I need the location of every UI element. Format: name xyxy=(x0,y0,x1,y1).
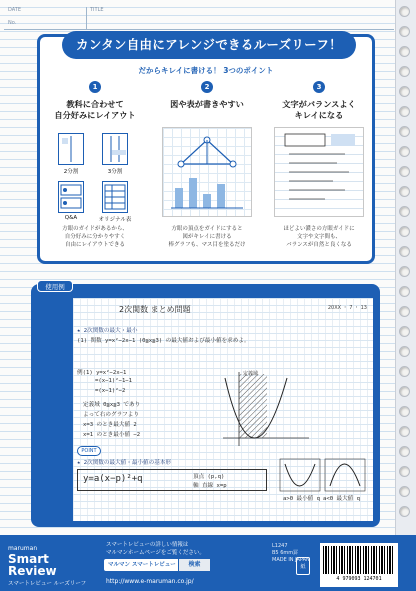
note-line: ★ 2次関数の最大・最小 xyxy=(77,328,138,334)
binder-hole xyxy=(399,66,410,77)
point-number: 2 xyxy=(201,81,213,93)
smart-review-logo xyxy=(8,553,57,577)
point-heading xyxy=(46,99,144,121)
point-heading-line: 図や表が書きやすい xyxy=(170,99,244,109)
no-label: No. xyxy=(8,20,17,26)
barcode xyxy=(320,543,398,587)
binder-hole xyxy=(399,386,410,397)
brand-line: Review xyxy=(8,564,57,578)
feature-point-3 xyxy=(270,81,368,261)
binder-hole xyxy=(399,286,410,297)
binder-hole xyxy=(399,326,410,337)
binder-hole xyxy=(399,366,410,377)
info-line: スマートレビューの詳しい情報は xyxy=(106,542,189,548)
feature-subtitle: だからキレイに書ける！ 3つのポイント xyxy=(138,66,274,75)
product-code: L1247 xyxy=(272,543,288,549)
binder-holes xyxy=(399,6,413,526)
brand-line: Smart xyxy=(8,552,49,566)
desc-line: 自由にレイアウトできる xyxy=(64,242,126,248)
origin-label: MADE IN JAPAN xyxy=(272,557,310,563)
desc-line: 方眼の頂点をガイドにすると xyxy=(171,226,243,232)
search-text: マルマン スマートレビュー xyxy=(108,562,176,568)
example-note-page xyxy=(73,298,373,521)
point-heading-line: 文字がバランスよく xyxy=(282,99,356,109)
binder-hole xyxy=(399,6,410,17)
paper-recycle-icon: 紙 xyxy=(296,557,310,575)
icon-label: Q&A xyxy=(64,215,78,221)
note-line: 頂点 (p,q) xyxy=(193,474,225,480)
usage-example-panel xyxy=(31,284,380,527)
note-line: =(x−1)²−1−1 xyxy=(95,378,133,384)
point-heading-line: 教科に合わせて xyxy=(66,99,124,109)
product-subname: スマートレビュー ルーズリーフ xyxy=(8,581,87,587)
handwriting-illustration xyxy=(274,127,364,217)
binder-hole xyxy=(399,206,410,217)
point-heading-line: 自分好みにレイアウト xyxy=(54,110,136,120)
binder-hole xyxy=(399,406,410,417)
note-title: 2次関数 まとめ問題 xyxy=(119,305,191,314)
note-line: =(x−1)²−2 xyxy=(95,388,126,394)
qa-layout-icon xyxy=(58,181,84,213)
point-description xyxy=(158,225,256,249)
point-number: 3 xyxy=(313,81,325,93)
usage-tag: 使用例 xyxy=(37,280,73,292)
binder-hole xyxy=(399,506,410,517)
maruman-logo: maruman xyxy=(8,545,38,552)
desc-line: 文字や文字間も、 xyxy=(296,234,341,240)
note-date: 20XX ・ 7 ・ 13 xyxy=(327,305,367,311)
website-url[interactable]: http://www.e-maruman.co.jp/ xyxy=(106,578,194,585)
three-column-layout-icon xyxy=(102,133,128,165)
barcode-number: 4 979093 124701 xyxy=(336,576,382,582)
icon-label: 3分割 xyxy=(107,169,123,175)
icon-label: オリジナル表 xyxy=(98,217,132,223)
point-tag: POINT xyxy=(77,446,101,456)
feature-panel xyxy=(37,34,375,264)
note-line: ★ 2次関数の最大値・最小値の基本形 xyxy=(77,460,172,466)
desc-line: 自分好みに分かりやすく xyxy=(64,234,126,240)
binder-hole xyxy=(399,466,410,477)
binder-hole xyxy=(399,46,410,57)
note-line: x=1 のとき最小値 −2 xyxy=(83,432,141,438)
sheet-header xyxy=(4,4,394,30)
note-line: a<0 最大値 q xyxy=(323,496,360,502)
product-meta xyxy=(272,543,310,564)
binder-hole xyxy=(399,426,410,437)
feature-point-2 xyxy=(158,81,256,261)
parabola-sketches xyxy=(279,458,369,492)
date-label: DATE xyxy=(8,7,22,13)
two-column-layout-icon xyxy=(58,133,84,165)
binder-hole xyxy=(399,146,410,157)
desc-line: 棒グラフも、マス目を塗るだけ xyxy=(168,242,246,248)
note-line: x=3 のとき最大値 2 xyxy=(83,422,137,428)
binder-hole xyxy=(399,346,410,357)
desc-line: バランスが自然と良くなる xyxy=(286,242,352,248)
note-line: 定義域 0≦x≦3 であり xyxy=(83,402,141,408)
desc-line: 図がキレイに書ける xyxy=(182,234,232,240)
binder-hole xyxy=(399,266,410,277)
binder-hole xyxy=(399,486,410,497)
binder-hole xyxy=(399,306,410,317)
product-spec: B5 6mm罫 xyxy=(272,550,299,556)
icon-label: 2分割 xyxy=(63,169,79,175)
original-table-icon xyxy=(102,181,128,213)
binder-hole xyxy=(399,106,410,117)
binder-hole xyxy=(399,246,410,257)
feature-banner: カンタン自由にアレンジできるルーズリーフ！ xyxy=(62,31,356,59)
desc-line: 方眼のガイドがあるから、 xyxy=(62,226,128,232)
desc-line: ほどよい濃さの方眼ガイドに xyxy=(283,226,355,232)
point-number: 1 xyxy=(89,81,101,93)
layout-icons xyxy=(48,133,142,233)
binder-hole xyxy=(399,446,410,457)
info-line: マルマンホームページをご覧ください。 xyxy=(106,550,205,556)
point-description xyxy=(270,225,368,249)
point-description xyxy=(46,225,144,249)
binder-hole xyxy=(399,186,410,197)
point-heading-line: キレイになる xyxy=(294,110,344,120)
binder-hole xyxy=(399,166,410,177)
binder-hole xyxy=(399,26,410,37)
parabola-graph xyxy=(213,368,313,448)
header-divider xyxy=(86,7,87,29)
binder-hole xyxy=(399,226,410,237)
feature-point-1 xyxy=(46,81,144,261)
note-line: よって右のグラフより xyxy=(83,412,139,418)
point-heading xyxy=(158,99,256,110)
product-footer xyxy=(0,535,416,591)
note-line: y=a(x−p)²+q xyxy=(83,474,143,484)
binder-hole xyxy=(399,86,410,97)
info-text xyxy=(106,541,205,557)
binder-hole xyxy=(399,126,410,137)
search-box[interactable] xyxy=(104,559,210,571)
title-label: TITLE xyxy=(90,7,104,13)
graph-paper-illustration xyxy=(162,127,252,217)
search-button[interactable]: 検索 xyxy=(178,559,210,571)
barcode-lines xyxy=(323,546,395,574)
note-line: (1) 関数 y=x²−2x−1 (0≦x≦3) の最大値および最小値を求めよ。 xyxy=(77,338,250,344)
point-heading xyxy=(270,99,368,121)
note-line: a>0 最小値 q xyxy=(283,496,320,502)
note-line: 軸 直線 x=p xyxy=(193,483,227,489)
note-line: 例(1) y=x²−2x−1 xyxy=(77,370,127,376)
